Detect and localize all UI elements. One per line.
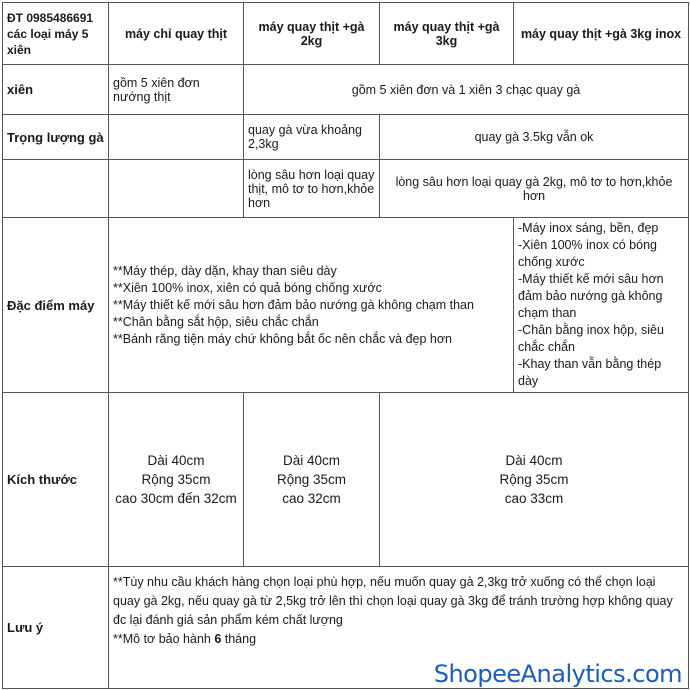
size-height: cao 30cm đến 32cm — [115, 491, 237, 506]
size-meat-only — [109, 393, 244, 567]
feature-inox-item: -Xiên 100% inox có bóng chống xước — [518, 238, 657, 269]
skewer-meat-only: gồm 5 xiên đơn nướng thịt — [109, 65, 244, 115]
skewer-label: xiên — [3, 65, 109, 115]
size-height: cao 33cm — [504, 491, 564, 506]
depth-label — [3, 160, 109, 218]
warranty-prefix: **Mô tơ bảo hành — [113, 632, 215, 646]
depth-row — [3, 160, 689, 218]
size-2kg — [244, 393, 380, 567]
size-length: Dài 40cm — [282, 453, 341, 468]
size-width: Rộng 35cm — [276, 472, 347, 487]
feature-inox-item: -Máy inox sáng, bền, đẹp — [518, 221, 659, 235]
feature-item: **Máy thiết kế mới sâu hơn đảm bảo nướng gà không chạm than — [113, 297, 474, 312]
warranty-months: 6 — [214, 632, 222, 646]
size-width: Rộng 35cm — [141, 472, 211, 487]
note-label: Lưu ý — [3, 567, 109, 689]
weight-2kg: quay gà vừa khoảng 2,3kg — [244, 115, 380, 160]
warranty-text — [113, 630, 684, 649]
feature-item: **Chân bằng sắt hộp, siêu chắc chắn — [113, 314, 319, 329]
watermark: ShopeeAnalytics.com — [433, 660, 682, 688]
header-chicken-2kg: máy quay thịt +gà 2kg — [244, 3, 380, 65]
feature-item: **Xiên 100% inox, xiên có quả bóng chống xước — [113, 280, 382, 295]
feature-inox-item: -Máy thiết kế mới sâu hơn đảm bảo nướng gà không chạm than — [518, 272, 664, 320]
header-chicken-3kg-inox: máy quay thịt +gà 3kg inox — [514, 3, 689, 65]
skewer-row — [3, 65, 689, 115]
note-text: **Tùy nhu cầu khách hàng chọn loại phù hợp, nếu muốn quay gà 2,3kg trở xuống có thể chọn loại quay gà 2kg, nếu quay gà từ 2,5kg trở lên thì chọn loại quay gà 3kg để tránh trường hợp không quay đc lại đánh giá sản phẩm kém chất lượng — [113, 575, 673, 627]
feature-item: **Bánh răng tiện máy chứ không bắt ốc nên chắc và đẹp hơn — [113, 331, 453, 346]
feature-inox-item: -Chân bằng inox hộp, siêu chắc chắn — [518, 323, 664, 354]
skewer-chicken: gồm 5 xiên đơn và 1 xiên 3 chạc quay gà — [244, 65, 689, 115]
header-row — [3, 3, 689, 65]
size-label: Kích thước — [3, 393, 109, 567]
features-label: Đặc điểm máy — [3, 218, 109, 393]
weight-meat-only — [109, 115, 244, 160]
feature-inox-item: -Khay than vẫn bằng thép dày — [518, 357, 662, 388]
header-chicken-3kg: máy quay thịt +gà 3kg — [380, 3, 514, 65]
size-length: Dài 40cm — [505, 453, 563, 468]
size-length: Dài 40cm — [147, 453, 205, 468]
features-inox — [514, 218, 689, 393]
size-width: Rộng 35cm — [499, 472, 569, 487]
features-common — [109, 218, 514, 393]
size-3kg — [380, 393, 689, 567]
header-meat-only: máy chỉ quay thịt — [109, 3, 244, 65]
weight-label: Trọng lượng gà — [3, 115, 109, 160]
weight-row — [3, 115, 689, 160]
depth-2kg: lòng sâu hơn loại quay thịt, mô tơ to hơn,khỏe hơn — [244, 160, 380, 218]
phone-number: ĐT 0985486691 — [7, 10, 94, 25]
size-height: cao 32cm — [282, 491, 341, 506]
spec-table — [2, 2, 689, 689]
category-label: các loại máy 5 xiên — [7, 26, 89, 57]
weight-3kg: quay gà 3.5kg vẫn ok — [380, 115, 689, 160]
size-row — [3, 393, 689, 567]
depth-3kg: lòng sâu hơn loại quay gà 2kg, mô tơ to hơn,khỏe hơn — [380, 160, 689, 218]
features-row — [3, 218, 689, 393]
feature-item: **Máy thép, dày dặn, khay than siêu dày — [113, 263, 337, 278]
contact-cell — [3, 3, 109, 65]
depth-meat-only — [109, 160, 244, 218]
warranty-suffix: tháng — [221, 632, 257, 646]
